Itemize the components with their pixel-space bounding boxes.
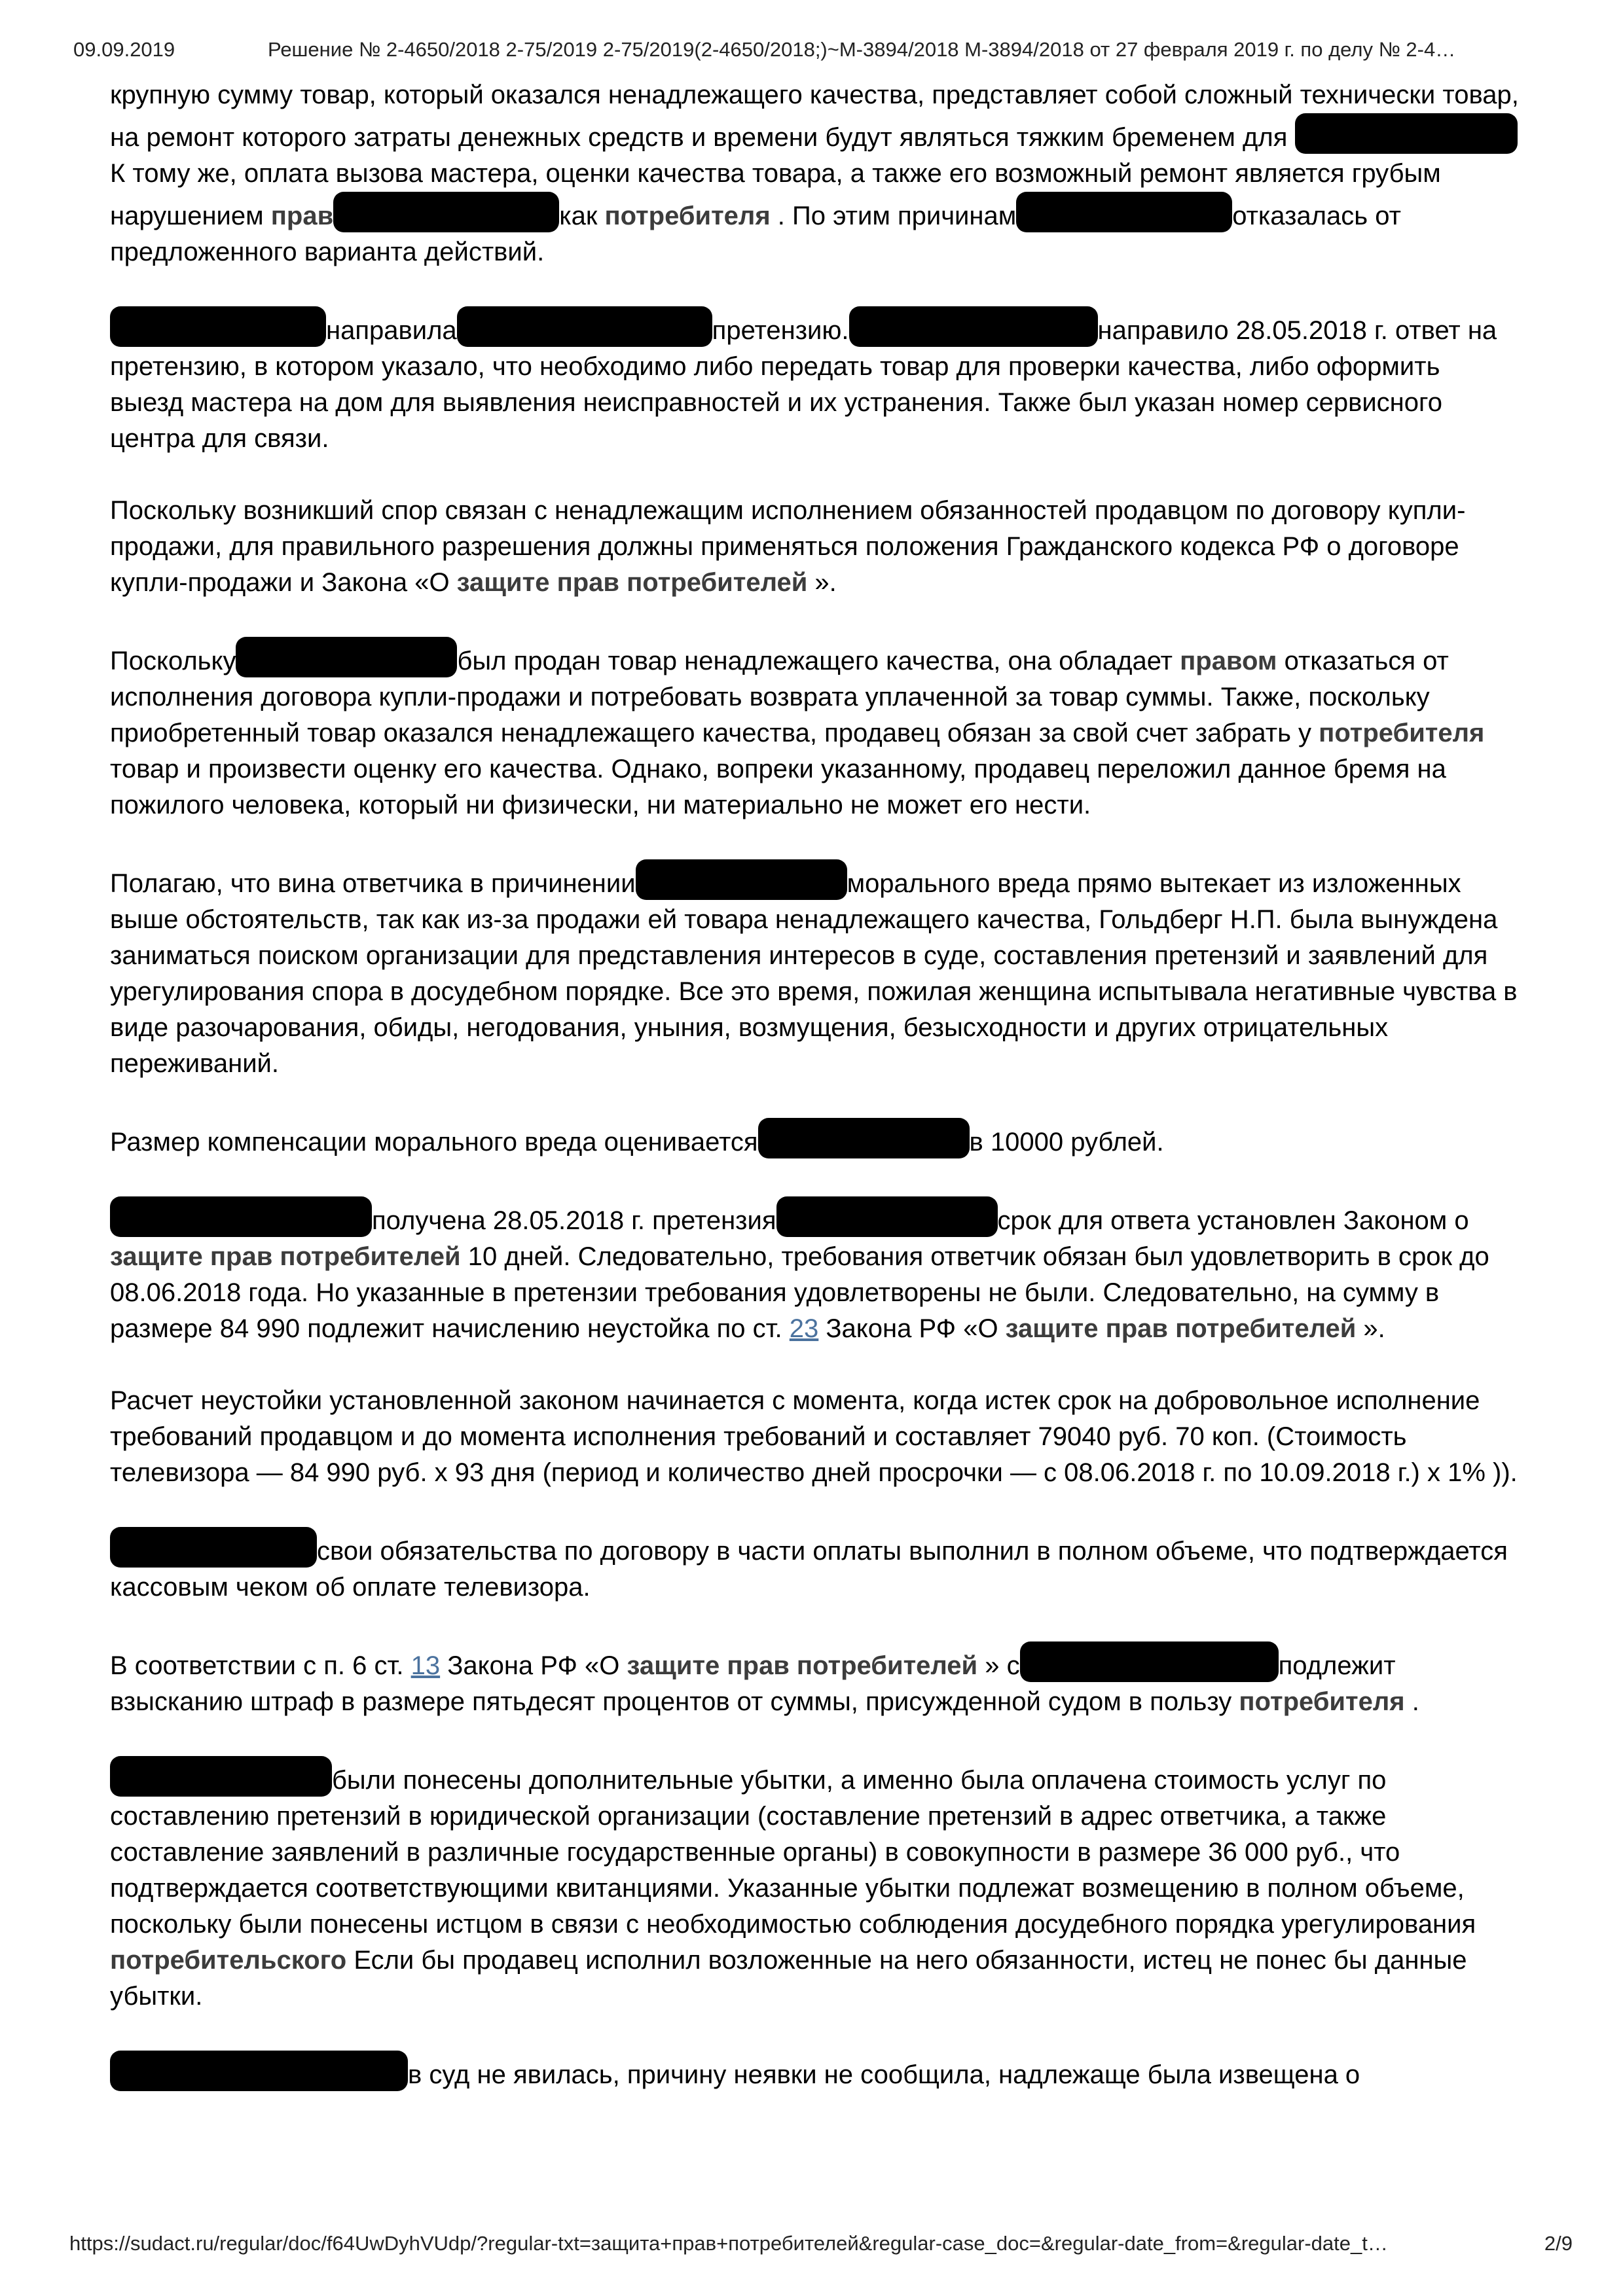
paragraph	[110, 306, 1519, 457]
document-body	[110, 77, 1519, 2129]
redaction-bar	[849, 306, 1098, 347]
text-run: морального вреда прямо вытекает из изложенных выше обстоятельств, так как из-за продажи ей товара ненадлежащего качества, Гольдберг Н.П. была вынуждена заниматься поиском организации для представления интересов в суде, составления претензий и заявлений для урегулирования спора в досудебном порядке. Все это время, пожилая женщина испытывала негативные чувства в виде разочарования, обиды, негодования, уныния, возмущения, безысходности и других отрицательных переживаний.	[110, 869, 1518, 1078]
text-run: . По этим причинам	[770, 202, 1017, 230]
print-date: 09.09.2019	[73, 38, 175, 61]
text-run: .	[1404, 1687, 1419, 1716]
document-title: Решение № 2-4650/2018 2-75/2019 2-75/2019(2-4650/2018;)~М-3894/2018 М-3894/2018 от 27 февраля 2019 г. по делу № 2-4…	[268, 38, 1456, 61]
highlighted-search-term: потребителя	[1319, 719, 1485, 747]
redaction-bar	[1295, 113, 1518, 154]
text-run: Расчет неустойки установленной законом начинается с момента, когда истек срок на добровольное исполнение требований продавцом и до момента исполнения требований и составляет 79040 руб. 70 коп. (Стоимость телевизора — 84 990 руб. х 93 дня (период и количество дней просрочки — с 08.06.2018 г. по 10.09.2018 г.) х 1% )).	[110, 1386, 1518, 1487]
text-run: получена 28.05.2018 г. претензия	[372, 1206, 776, 1235]
print-footer	[69, 2232, 1573, 2255]
text-run: направила	[326, 316, 457, 345]
text-run: в 10000 рублей.	[969, 1128, 1164, 1157]
text-run: 10 дней. Следовательно, требования ответчик обязан был удовлетворить в срок до 08.06.2018 года. Но указанные в претензии требования удовлетворены не были. Следовательно, на сумму в размере 84 990 подлежит начислению неустойка по ст.	[110, 1242, 1489, 1343]
text-run: свои обязательства по договору в части оплаты выполнил в полном объеме, что подтверждается кассовым чеком об оплате телевизора.	[110, 1537, 1508, 1602]
paragraph	[110, 77, 1519, 270]
text-run: Поскольку возникший спор связан с ненадлежащим исполнением обязанностей продавцом по договору купли-продажи, для правильного разрешения должны применяться положения Гражданского кодекса РФ о договоре купли-продажи и Закона «О	[110, 496, 1466, 597]
text-run: подлежит взысканию штраф в размере пятьдесят процентов от суммы, присужденной судом в пользу	[110, 1651, 1396, 1716]
redaction-bar	[758, 1118, 970, 1158]
text-run: » с	[977, 1651, 1020, 1680]
paragraph	[110, 1756, 1519, 2015]
paragraph	[110, 859, 1519, 1082]
redaction-bar	[776, 1196, 998, 1237]
text-run: крупную сумму товар, который оказался ненадлежащего качества, представляет собой сложный технически товар, на ремонт которого затраты денежных средств и времени будут являться тяжким бременем для	[110, 81, 1519, 152]
redaction-bar	[110, 306, 326, 347]
paragraph	[110, 1641, 1519, 1720]
source-url: https://sudact.ru/regular/doc/f64UwDyhVUdp/?regular-txt=защита+прав+потребителей&regular-case_doc=&regular-date_from=&regular-date_t…	[69, 2232, 1388, 2255]
text-run: Закона РФ «О	[440, 1651, 627, 1680]
text-run: направило 28.05.2018 г. ответ на претензию, в котором указало, что необходимо либо передать товар для проверки качества, либо оформить выезд мастера на дом для выявления неисправностей и их устранения. Также был указан номер сервисного центра для связи.	[110, 316, 1497, 453]
text-run: были понесены дополнительные убытки, а именно была оплачена стоимость услуг по составлению претензий в юридической организации (составление претензий в адрес ответчика, а также составление заявлений в различные государственные органы) в совокупности в размере 36 000 руб., что подтверждается соответствующими квитанциями. Указанные убытки подлежат возмещению в полном объеме, поскольку были понесены истцом в связи с необходимостью соблюдения досудебного порядка урегулирования	[110, 1766, 1476, 1939]
text-run: Поскольку	[110, 647, 236, 675]
text-run: товар и произвести оценку его качества. Однако, вопреки указанному, продавец переложил данное бремя на пожилого человека, который ни физически, ни материально не может его нести.	[110, 755, 1446, 819]
paragraph	[110, 493, 1519, 601]
redaction-bar	[236, 637, 457, 677]
text-run: ».	[1356, 1314, 1385, 1343]
highlighted-search-term: потребительского	[110, 1946, 347, 1975]
paragraph	[110, 1196, 1519, 1347]
text-run: ».	[807, 568, 837, 597]
page-indicator: 2/9	[1544, 2232, 1573, 2255]
text-run: как	[559, 202, 605, 230]
statute-article-link[interactable]: 23	[789, 1314, 819, 1343]
paragraph	[110, 1527, 1519, 1605]
redaction-bar	[110, 2051, 408, 2091]
highlighted-search-term: защите прав потребителей	[456, 568, 808, 597]
text-run: был продан товар ненадлежащего качества, она обладает	[457, 647, 1180, 675]
redaction-bar	[636, 859, 847, 900]
text-run: отказаться от исполнения договора купли-продажи и потребовать возврата уплаченной за товар суммы. Также, поскольку приобретенный товар оказался ненадлежащего качества, продавец обязан за свой счет забрать у	[110, 647, 1449, 747]
text-run: срок для ответа установлен Законом о	[997, 1206, 1469, 1235]
redaction-bar	[457, 306, 712, 347]
text-run: Закона РФ «О	[818, 1314, 1006, 1343]
text-run: К тому же, оплата вызова мастера, оценки качества товара, а также его возможный ремонт является грубым нарушением	[110, 159, 1441, 230]
paragraph	[110, 1118, 1519, 1160]
highlighted-search-term: защите прав потребителей	[627, 1651, 978, 1680]
highlighted-search-term: правом	[1180, 647, 1277, 675]
redaction-bar	[110, 1196, 372, 1237]
paragraph	[110, 2051, 1519, 2093]
redaction-bar	[110, 1756, 332, 1797]
paragraph	[110, 1383, 1519, 1491]
highlighted-search-term: потребителя	[604, 202, 771, 230]
redaction-bar	[110, 1527, 317, 1568]
redaction-bar	[1020, 1641, 1279, 1682]
highlighted-search-term: защите прав потребителей	[110, 1242, 461, 1271]
highlighted-search-term: прав	[270, 202, 334, 230]
statute-article-link[interactable]: 13	[410, 1651, 441, 1680]
text-run: претензию.	[712, 316, 849, 345]
text-run: В соответствии с п. 6 ст.	[110, 1651, 411, 1680]
highlighted-search-term: потребителя	[1239, 1687, 1405, 1716]
text-run: Размер компенсации морального вреда оценивается	[110, 1128, 758, 1157]
text-run: отказалась от предложенного варианта действий.	[110, 202, 1401, 266]
highlighted-search-term: защите прав потребителей	[1005, 1314, 1357, 1343]
text-run: Если бы продавец исполнил возложенные на него обязанности, истец не понес бы данные убытки.	[110, 1946, 1467, 2011]
paragraph	[110, 637, 1519, 823]
redaction-bar	[1016, 192, 1232, 232]
text-run: в суд не явилась, причину неявки не сообщила, надлежаще была извещена о	[408, 2060, 1360, 2089]
text-run: Полагаю, что вина ответчика в причинении	[110, 869, 636, 898]
redaction-bar	[333, 192, 559, 232]
print-header	[0, 38, 1623, 64]
